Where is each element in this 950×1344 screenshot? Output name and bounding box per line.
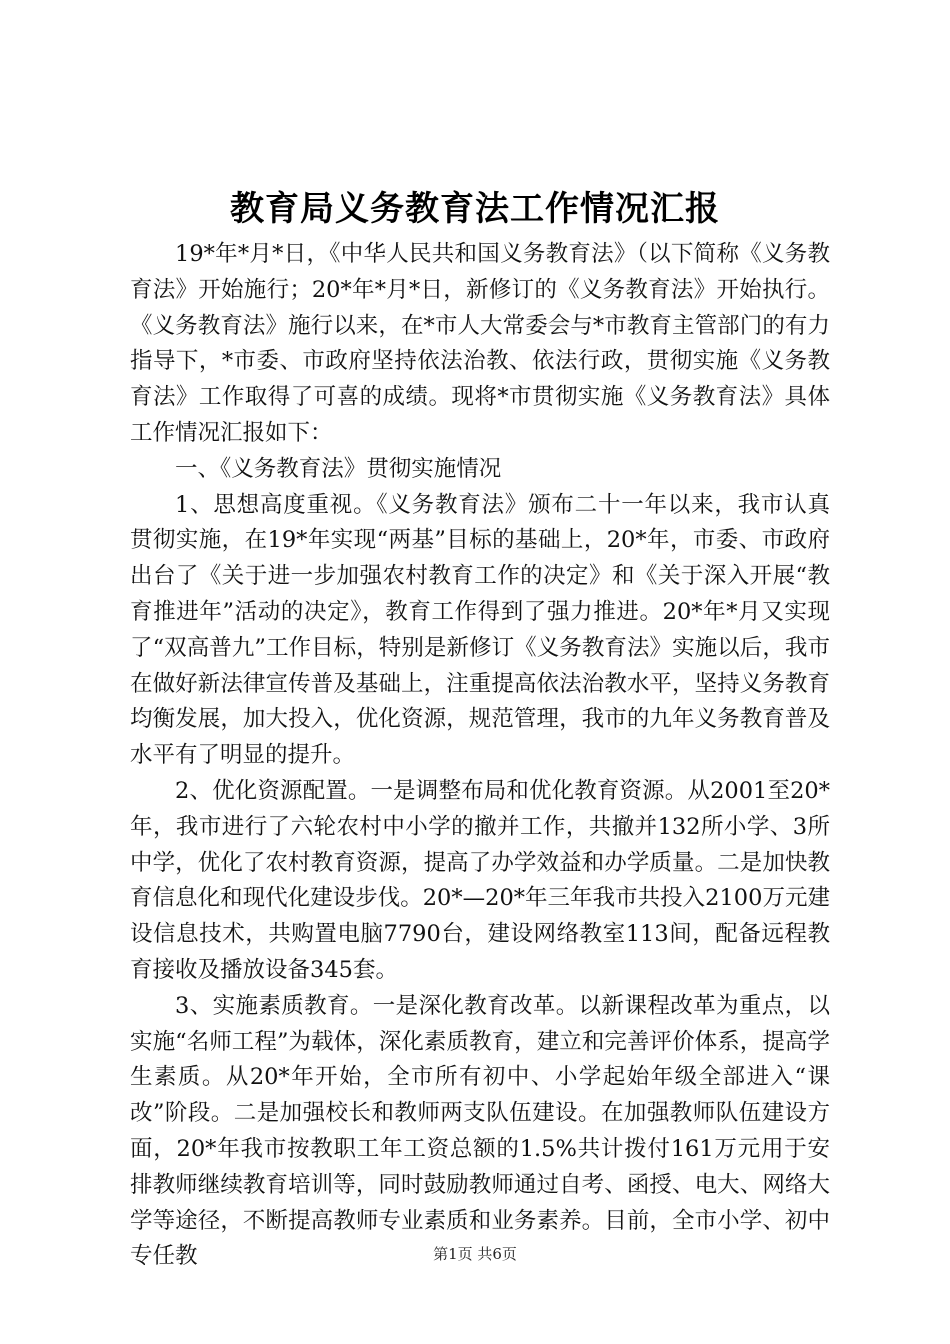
intro-paragraph: 19*年*月*日，《中华人民共和国义务教育法》（以下简称《义务教育法》开始施行；20*年*月*日，新修订的《义务教育法》开始执行。《义务教育法》施行以来，在*市人大常委会与*市教育主管部门的有力指导下，*市委、市政府坚持依法治教、依法行政，贯彻实施《义务教育法》工作取得了可喜的成绩。现将*市贯彻实施《义务教育法》具体工作情况汇报如下： <box>130 241 830 446</box>
page-footer: 第1页 共6页 <box>433 1245 517 1263</box>
paragraph-item-2: 2、优化资源配置。一是调整布局和优化教育资源。从2001至20*年，我市进行了六轮农村中小学的撤并工作，共撤并132所小学、3所中学，优化了农村教育资源，提高了办学效益和办学质量。二是加快教育信息化和现代化建设步伐。20*—20*年三年我市共投入2100万元建设信息技术，共购置电脑7790台，建设网络教室113间，配备远程教育接收及播放设备345套。 <box>130 777 830 983</box>
document-title: 教育局义务教育法工作情况汇报 <box>230 189 720 229</box>
paragraph-item-3: 3、实施素质教育。一是深化教育改革。以新课程改革为重点，以实施“名师工程”为载体，深化素质教育，建立和完善评价体系，提高学生素质。从20*年开始，全市所有初中、小学起始年级全部进入“课改”阶段。二是加强校长和教师两支队伍建设。在加强教师队伍建设方面，20*年我市按教职工年工资总额的1.5%共计拨付161万元用于安排教师继续教育培训等，同时鼓励教师通过自考、函授、电大、网络大学等途径，不断提高教师专业素质和业务素养。目前，全市小学、初中专任教 <box>130 992 830 1270</box>
document-body <box>130 237 830 1275</box>
paragraph-item-1: 1、思想高度重视。《义务教育法》颁布二十一年以来，我市认真贯彻实施，在19*年实现“两基”目标的基础上，20*年，市委、市政府出台了《关于进一步加强农村教育工作的决定》和《关于深入开展“教育推进年”活动的决定》，教育工作得到了强力推进。20*年*月又实现了“双高普九”工作目标，特别是新修订《义务教育法》实施以后，我市在做好新法律宣传普及基础上，注重提高依法治教水平，坚持义务教育均衡发展，加大投入，优化资源，规范管理，我市的九年义务教育普及水平有了明显的提升。 <box>130 491 830 769</box>
section-heading: 一、《义务教育法》贯彻实施情况 <box>175 455 502 482</box>
